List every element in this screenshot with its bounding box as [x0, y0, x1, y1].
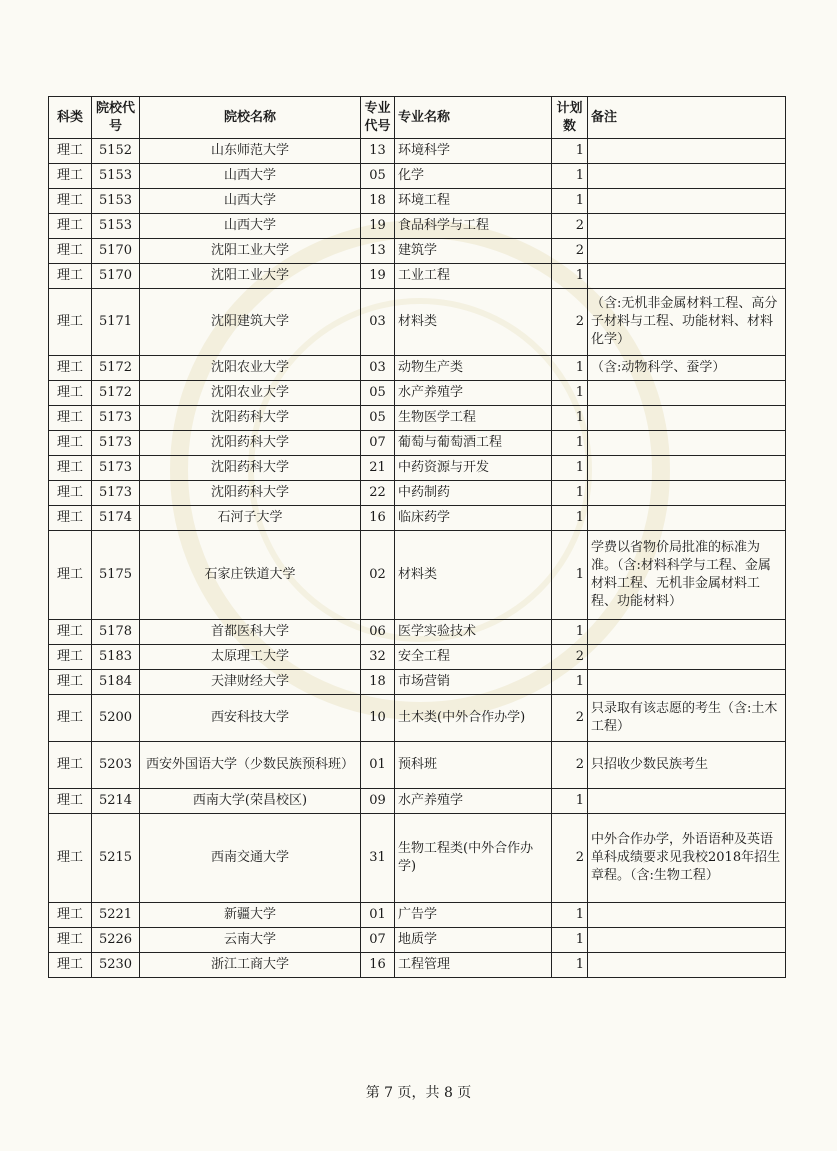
table-row [49, 903, 786, 928]
cell-note [588, 239, 786, 264]
cell-mcode: 32 [361, 645, 395, 670]
cell-kl: 理工 [49, 164, 92, 189]
cell-plan: 1 [552, 264, 588, 289]
cell-note [588, 620, 786, 645]
cell-kl: 理工 [49, 481, 92, 506]
cell-school: 山西大学 [140, 164, 361, 189]
cell-plan: 2 [552, 695, 588, 742]
table-row [49, 381, 786, 406]
cell-kl: 理工 [49, 506, 92, 531]
cell-code: 5171 [92, 289, 140, 356]
cell-note [588, 789, 786, 814]
cell-school: 石家庄铁道大学 [140, 531, 361, 620]
cell-major: 市场营销 [395, 670, 552, 695]
cell-major: 环境科学 [395, 139, 552, 164]
table-row [49, 189, 786, 214]
cell-code: 5184 [92, 670, 140, 695]
cell-school: 新疆大学 [140, 903, 361, 928]
cell-mcode: 05 [361, 164, 395, 189]
cell-code: 5175 [92, 531, 140, 620]
cell-kl: 理工 [49, 189, 92, 214]
cell-kl: 理工 [49, 903, 92, 928]
cell-kl: 理工 [49, 928, 92, 953]
table-row [49, 928, 786, 953]
cell-note [588, 481, 786, 506]
cell-plan: 1 [552, 670, 588, 695]
cell-note [588, 164, 786, 189]
cell-major: 材料类 [395, 531, 552, 620]
cell-kl: 理工 [49, 264, 92, 289]
cell-major: 建筑学 [395, 239, 552, 264]
cell-kl: 理工 [49, 695, 92, 742]
cell-kl: 理工 [49, 139, 92, 164]
cell-mcode: 05 [361, 381, 395, 406]
cell-plan: 2 [552, 645, 588, 670]
cell-school: 天津财经大学 [140, 670, 361, 695]
cell-mcode: 03 [361, 356, 395, 381]
cell-major: 广告学 [395, 903, 552, 928]
table-row [49, 289, 786, 356]
cell-plan: 1 [552, 189, 588, 214]
cell-school: 沈阳药科大学 [140, 431, 361, 456]
cell-school: 西南大学(荣昌校区) [140, 789, 361, 814]
cell-code: 5152 [92, 139, 140, 164]
cell-plan: 1 [552, 431, 588, 456]
cell-code: 5170 [92, 239, 140, 264]
table-row [49, 670, 786, 695]
table-row [49, 695, 786, 742]
cell-school: 浙江工商大学 [140, 953, 361, 978]
cell-plan: 2 [552, 742, 588, 789]
cell-code: 5153 [92, 189, 140, 214]
cell-major: 生物医学工程 [395, 406, 552, 431]
table-row [49, 506, 786, 531]
table-row [49, 406, 786, 431]
cell-plan: 2 [552, 214, 588, 239]
cell-code: 5173 [92, 431, 140, 456]
cell-major: 葡萄与葡萄酒工程 [395, 431, 552, 456]
cell-school: 云南大学 [140, 928, 361, 953]
table-row [49, 239, 786, 264]
table-row [49, 164, 786, 189]
cell-kl: 理工 [49, 239, 92, 264]
cell-major: 动物生产类 [395, 356, 552, 381]
table-row [49, 620, 786, 645]
table-row [49, 431, 786, 456]
table-row [49, 214, 786, 239]
header-major-code: 专业代号 [361, 97, 395, 139]
header-major: 专业名称 [395, 97, 552, 139]
cell-kl: 理工 [49, 814, 92, 903]
cell-code: 5226 [92, 928, 140, 953]
cell-mcode: 21 [361, 456, 395, 481]
cell-major: 工业工程 [395, 264, 552, 289]
cell-kl: 理工 [49, 456, 92, 481]
cell-kl: 理工 [49, 531, 92, 620]
cell-kl: 理工 [49, 431, 92, 456]
table-row [49, 953, 786, 978]
cell-school: 山西大学 [140, 189, 361, 214]
cell-school: 山东师范大学 [140, 139, 361, 164]
cell-mcode: 16 [361, 953, 395, 978]
table-row [49, 264, 786, 289]
cell-code: 5153 [92, 164, 140, 189]
cell-major: 安全工程 [395, 645, 552, 670]
table-row [49, 139, 786, 164]
cell-major: 土木类(中外合作办学) [395, 695, 552, 742]
header-plan: 计划数 [552, 97, 588, 139]
cell-school: 沈阳药科大学 [140, 456, 361, 481]
cell-code: 5203 [92, 742, 140, 789]
cell-note [588, 381, 786, 406]
cell-school: 石河子大学 [140, 506, 361, 531]
cell-code: 5172 [92, 381, 140, 406]
cell-plan: 1 [552, 531, 588, 620]
cell-note: 只招收少数民族考生 [588, 742, 786, 789]
table-row [49, 789, 786, 814]
cell-major: 化学 [395, 164, 552, 189]
cell-plan: 2 [552, 814, 588, 903]
cell-school: 西南交通大学 [140, 814, 361, 903]
cell-note: （含:无机非金属材料工程、高分子材料与工程、功能材料、材料化学） [588, 289, 786, 356]
cell-code: 5173 [92, 481, 140, 506]
cell-note [588, 189, 786, 214]
cell-mcode: 16 [361, 506, 395, 531]
cell-major: 临床药学 [395, 506, 552, 531]
cell-school: 山西大学 [140, 214, 361, 239]
header-note: 备注 [588, 97, 786, 139]
page-footer: 第 7 页，共 8 页 [365, 1085, 472, 1101]
cell-plan: 1 [552, 139, 588, 164]
cell-school: 沈阳农业大学 [140, 356, 361, 381]
cell-plan: 1 [552, 381, 588, 406]
cell-mcode: 07 [361, 928, 395, 953]
table-row [49, 814, 786, 903]
cell-major: 中药资源与开发 [395, 456, 552, 481]
cell-mcode: 19 [361, 264, 395, 289]
cell-kl: 理工 [49, 742, 92, 789]
cell-plan: 1 [552, 789, 588, 814]
cell-kl: 理工 [49, 381, 92, 406]
cell-plan: 1 [552, 506, 588, 531]
header-code: 院校代号 [92, 97, 140, 139]
cell-major: 工程管理 [395, 953, 552, 978]
cell-code: 5173 [92, 406, 140, 431]
cell-kl: 理工 [49, 406, 92, 431]
cell-mcode: 07 [361, 431, 395, 456]
cell-mcode: 03 [361, 289, 395, 356]
cell-note [588, 645, 786, 670]
cell-school: 沈阳建筑大学 [140, 289, 361, 356]
cell-note [588, 506, 786, 531]
table-row [49, 481, 786, 506]
cell-mcode: 22 [361, 481, 395, 506]
cell-plan: 1 [552, 456, 588, 481]
header-kl: 科类 [49, 97, 92, 139]
cell-kl: 理工 [49, 289, 92, 356]
cell-note [588, 139, 786, 164]
table-row [49, 531, 786, 620]
table-row [49, 356, 786, 381]
cell-note [588, 903, 786, 928]
cell-note [588, 670, 786, 695]
cell-school: 西安外国语大学（少数民族预科班） [140, 742, 361, 789]
cell-plan: 1 [552, 903, 588, 928]
cell-major: 中药制药 [395, 481, 552, 506]
cell-school: 首都医科大学 [140, 620, 361, 645]
header-row [49, 97, 786, 139]
cell-major: 食品科学与工程 [395, 214, 552, 239]
cell-code: 5178 [92, 620, 140, 645]
cell-kl: 理工 [49, 645, 92, 670]
cell-code: 5183 [92, 645, 140, 670]
cell-code: 5214 [92, 789, 140, 814]
cell-major: 材料类 [395, 289, 552, 356]
cell-mcode: 01 [361, 903, 395, 928]
cell-code: 5173 [92, 456, 140, 481]
table-row [49, 645, 786, 670]
cell-plan: 1 [552, 481, 588, 506]
cell-kl: 理工 [49, 620, 92, 645]
cell-school: 太原理工大学 [140, 645, 361, 670]
cell-school: 沈阳工业大学 [140, 239, 361, 264]
cell-plan: 1 [552, 620, 588, 645]
cell-kl: 理工 [49, 789, 92, 814]
cell-major: 地质学 [395, 928, 552, 953]
cell-kl: 理工 [49, 953, 92, 978]
cell-plan: 1 [552, 406, 588, 431]
cell-mcode: 05 [361, 406, 395, 431]
cell-school: 西安科技大学 [140, 695, 361, 742]
cell-major: 水产养殖学 [395, 381, 552, 406]
cell-plan: 1 [552, 953, 588, 978]
cell-plan: 2 [552, 289, 588, 356]
header-school: 院校名称 [140, 97, 361, 139]
cell-mcode: 09 [361, 789, 395, 814]
cell-note: （含:动物科学、蚕学） [588, 356, 786, 381]
cell-code: 5153 [92, 214, 140, 239]
cell-mcode: 06 [361, 620, 395, 645]
cell-school: 沈阳工业大学 [140, 264, 361, 289]
cell-note: 只录取有该志愿的考生（含:土木工程） [588, 695, 786, 742]
cell-note [588, 264, 786, 289]
cell-major: 预科班 [395, 742, 552, 789]
cell-code: 5174 [92, 506, 140, 531]
cell-major: 水产养殖学 [395, 789, 552, 814]
cell-mcode: 01 [361, 742, 395, 789]
cell-major: 生物工程类(中外合作办学) [395, 814, 552, 903]
cell-note [588, 214, 786, 239]
table-row [49, 742, 786, 789]
cell-code: 5200 [92, 695, 140, 742]
cell-code: 5230 [92, 953, 140, 978]
cell-mcode: 10 [361, 695, 395, 742]
cell-note [588, 456, 786, 481]
cell-note [588, 928, 786, 953]
cell-mcode: 13 [361, 139, 395, 164]
cell-major: 环境工程 [395, 189, 552, 214]
admissions-table [48, 96, 786, 978]
cell-plan: 1 [552, 164, 588, 189]
cell-code: 5170 [92, 264, 140, 289]
cell-code: 5215 [92, 814, 140, 903]
cell-major: 医学实验技术 [395, 620, 552, 645]
cell-mcode: 13 [361, 239, 395, 264]
cell-kl: 理工 [49, 670, 92, 695]
table-row [49, 456, 786, 481]
cell-kl: 理工 [49, 214, 92, 239]
cell-kl: 理工 [49, 356, 92, 381]
cell-mcode: 19 [361, 214, 395, 239]
cell-mcode: 18 [361, 670, 395, 695]
cell-plan: 1 [552, 356, 588, 381]
cell-note [588, 431, 786, 456]
cell-plan: 2 [552, 239, 588, 264]
cell-school: 沈阳农业大学 [140, 381, 361, 406]
cell-note: 学费以省物价局批准的标准为准。（含:材料科学与工程、金属材料工程、无机非金属材料工程、功能材料） [588, 531, 786, 620]
cell-code: 5221 [92, 903, 140, 928]
cell-mcode: 18 [361, 189, 395, 214]
cell-school: 沈阳药科大学 [140, 406, 361, 431]
cell-mcode: 31 [361, 814, 395, 903]
cell-note [588, 953, 786, 978]
cell-mcode: 02 [361, 531, 395, 620]
cell-note [588, 406, 786, 431]
cell-code: 5172 [92, 356, 140, 381]
cell-plan: 1 [552, 928, 588, 953]
cell-school: 沈阳药科大学 [140, 481, 361, 506]
cell-note: 中外合作办学，外语语种及英语单科成绩要求见我校2018年招生章程。（含:生物工程） [588, 814, 786, 903]
